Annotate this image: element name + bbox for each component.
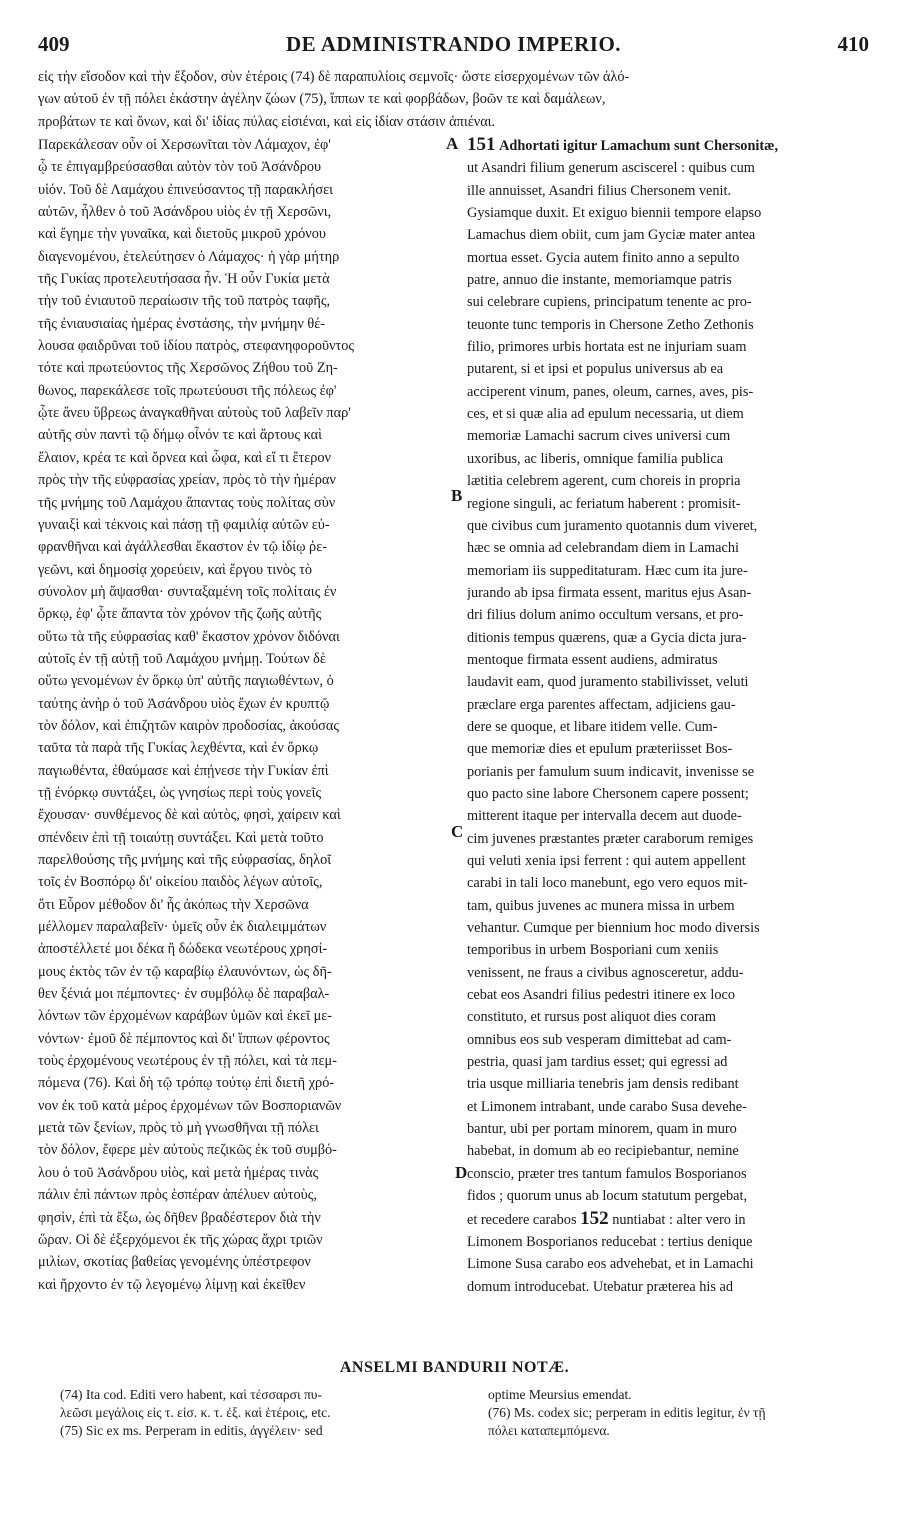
intro-line: προβάτων τε καὶ ὄνων, καὶ δι' ἰδίας πύλας εἰσιέναι, καὶ εἰς ἰδίαν στάσιν ἀπιέναι. [38, 113, 496, 130]
latin-line: cim juvenes præstantes præter caraborum remiges [467, 830, 754, 847]
latin-line [467, 134, 870, 157]
greek-line: τῆς ἐνιαυσιαίας ἡμέρας ἐνστάσης, τὴν μνήμην θέ- [38, 315, 326, 332]
margin-letter-a: A [446, 134, 459, 153]
latin-line: fidos ; quorum unus ab locum statutum pergebat, [467, 1188, 748, 1205]
latin-line: Gysiamque duxit. Et exiguo biennii tempore elapso [467, 205, 762, 222]
latin-line: venissent, ne fraus a civibus agnosceretur, addu- [467, 964, 744, 981]
greek-line: τὴν τοῦ ἐνιαυτοῦ περαίωσιν τῆς τοῦ πατρὸς ταφῆς, [38, 293, 331, 310]
greek-line: αὐτῆς σὺν παντὶ τῷ δήμῳ οἶνόν τε καὶ ἄρτους καὶ [38, 427, 322, 444]
page-number-right: 410 [837, 32, 869, 56]
latin-line: que civibus cum juramento quotannis dum viveret, [467, 517, 758, 534]
greek-line: φησὶν, ἐπὶ τὰ ἔξω, ὡς δῆθεν βραδέστερον διὰ τὴν [38, 1209, 321, 1226]
greek-line: ὥραν. Οἱ δὲ ἐξερχόμενοι ἐκ τῆς χώρας ἄχρι τριῶν [38, 1231, 323, 1248]
latin-line: præclare erga parentes affectam, adjiciens gau- [467, 696, 736, 713]
greek-line: θωνος, παρεκάλεσε τοῖς πρωτεύουσι τῆς πόλεως ἐφ' [38, 382, 337, 399]
greek-line: αὐτῶν, ἦλθεν ὁ τοῦ Ἀσάνδρου υἱὸς ἐν τῇ Χερσῶνι, [38, 204, 332, 221]
latin-line: laudavit eam, quod juramento stabilivisset, veluti [467, 674, 749, 691]
latin-line: patre, annuo die instante, memoriamque patris [467, 272, 732, 289]
greek-line: μετὰ τῶν ξενίων, πρὸς τὸ μὴ γνωσθῆναι τῇ πόλει [38, 1120, 319, 1137]
greek-line: μους ἐκτὸς τῶν ἐν τῷ καραβίῳ ἐλαυνόντων, ὡς δῆ- [38, 963, 332, 980]
latin-line: ut Asandri filium generum asciscerel : quibus cum [467, 160, 755, 177]
margin-letter-b: B [451, 486, 463, 505]
note-line: (76) Ms. codex sic; perperam in editis legitur, ἐν τῇ [488, 1405, 766, 1420]
greek-line: πάλιν ἐπὶ πάντων πρὸς ἑσπέραν ἀπέλυεν αὐτοὺς, [38, 1187, 317, 1204]
latin-line: regione singuli, ac feriatum haberent : promisit- [467, 495, 741, 512]
latin-line-text: et recedere carabos [467, 1211, 577, 1228]
latin-line: ille annuisset, Asandri filius Chersonem venit. [467, 182, 732, 199]
latin-line: mentoque firmata essent audiens, admiratus [467, 651, 718, 668]
greek-line: μιλίων, σκοτίας βαθείας γενομένης ὑπέστρεφον [38, 1254, 311, 1271]
latin-line: mortua esset. Gycia autem finito anno a sepulto [467, 249, 740, 266]
greek-line: διαγενομένου, ἐτελεύτησεν ὁ Λάμαχος· ἡ γὰρ μήτηρ [38, 248, 340, 265]
latin-line [467, 1208, 870, 1231]
note-line: (75) Sic ex ms. Perperam in editis, ἀγγέλειν· sed [60, 1423, 323, 1438]
greek-line: καὶ ἤρχοντο ἐν τῷ λεγομένῳ λίμνῃ καὶ ἐκεῖθεν [38, 1276, 306, 1293]
greek-line: τὸν δόλον, καὶ ἐπιζητῶν καιρὸν προδοσίας, ἀκούσας [38, 717, 340, 734]
notes-right [488, 1386, 873, 1440]
latin-line: temporibus in urbem Bosporiani cum xeniis [467, 942, 719, 959]
section-number-152: 152 [580, 1207, 609, 1229]
greek-line: ἔχουσαν· συνθέμενος δὲ καὶ αὐτὸς, φησὶ, χαίρειν καὶ [38, 807, 341, 824]
greek-line: τοὺς ἐρχομένους νεωτέρους ἐν τῇ πόλει, καὶ τὰ πεμ- [38, 1053, 337, 1070]
greek-line: τὸν δόλον, ἔφερε μὲν αὐτοὺς πεζικῶς ἐκ τοῦ συμβό- [38, 1142, 337, 1159]
greek-line: λουσα φαιδρῦναι τοῦ ἰδίου πατρὸς, στεφανηφοροῦντος [38, 338, 355, 355]
latin-line-text: Adhortati igitur Lamachum sunt Chersonitæ, [499, 138, 779, 154]
latin-line: tria usque milliaria tenebris jam densis redibant [467, 1076, 739, 1093]
greek-line: τῆς μνήμης τοῦ Λαμάχου ἅπαντας τοὺς πολίτας σὺν [38, 494, 336, 511]
latin-line: Limonem Bosporianos reducebat : tertius denique [467, 1233, 753, 1250]
latin-line: dri filius dolum animo occultum versans, et pro- [467, 607, 744, 624]
latin-line: quo pacto sine labore Chersonem capere possent; [467, 785, 749, 802]
greek-line: τῇ ἐνόρκῳ συντάξει, ὡς γνησίως περὶ τοὺς γονεῖς [38, 784, 322, 801]
note-line: optime Meursius emendat. [488, 1387, 632, 1402]
latin-line: domum introducebat. Utebatur præterea his ad [467, 1278, 734, 1295]
latin-line: que memoriæ dies et epulum præteriisset Bos- [467, 741, 733, 758]
latin-line: Lamachus diem obiit, cum jam Gyciæ mater antea [467, 227, 756, 244]
page-header [38, 32, 869, 62]
intro-line: γων αὐτοῦ ἐν τῇ πόλει ἑκάστην ἀγέλην ζώων (75), ἵππων τε καὶ φορβάδων, βοῶν τε καὶ δαμάλεων, [38, 91, 606, 108]
intro-line: εἰς τὴν εἴσοδον καὶ τὴν ἔξοδον, σὺν ἑτέροις (74) δὲ παραπυλίοις σεμνοῖς· ὥστε εἰσερχομένων τῶν ἀλό- [38, 69, 630, 85]
latin-line: jurando ab ipsa firmata essent, maritus ejus Asan- [467, 584, 752, 601]
greek-line: υἱόν. Τοῦ δὲ Λαμάχου ἐπινεύσαντος τῇ παρακλήσει [38, 181, 333, 198]
note-line: (74) Ita cod. Editi vero habent, καὶ τέσσαρσι πυ- [60, 1387, 322, 1402]
latin-line: Limone Susa carabo eos advehebat, et in Lamachi [467, 1256, 754, 1273]
latin-line: hæc se omnia ad celebrandam diem in Lamachi [467, 540, 739, 557]
latin-line: filio, primores urbis hortata est ne injuriam suam [467, 339, 747, 356]
greek-line: φρανθῆναι καὶ ἀγάλλεσθαι ἕκαστον ἐν τῷ ἰδίῳ ῥε- [38, 539, 327, 556]
note-line: πόλει καταπεμπόμενα. [488, 1423, 610, 1438]
greek-line: παρελθούσης τῆς μνήμης καὶ τῆς εὐφρασίας, δηλοῖ [38, 852, 332, 868]
notes-title: ANSELMI BANDURII NOTÆ. [339, 1359, 570, 1376]
greek-line: ὅρκῳ, ἐφ' ᾧτε ἅπαντα τὸν χρόνον τῆς ζωῆς αὐτῆς [38, 606, 322, 623]
latin-line: mitterent itaque per intervalla decem aut duode- [467, 808, 742, 825]
greek-line: τῆς Γυκίας προτελευτήσασα ἦν. Ἡ οὖν Γυκία μετὰ [38, 271, 330, 288]
section-number-151: 151 [467, 134, 496, 155]
greek-line: παγιωθέντα, ἐθαύμασε καὶ ἐπῄνεσε τὴν Γυκίαν ἐπὶ [38, 762, 329, 779]
running-title: DE ADMINISTRANDO IMPERIO. [285, 32, 622, 56]
latin-line: vehantur. Cumque per biennium hoc modo diversis [467, 920, 760, 937]
greek-line: ᾧτε ἄνευ ὕβρεως ἀναγκαθῆναι αὐτοὺς τοῦ λαβεῖν παρ' [38, 405, 351, 422]
greek-line: πόμενα (76). Καὶ δὴ τῷ τρόπῳ τούτῳ ἐπὶ διετῆ χρό- [38, 1075, 335, 1092]
greek-line: πρὸς τὴν τῆς εὐφρασίας χρείαν, πρὸς τὸ τὴν ἡμέραν [38, 472, 336, 489]
greek-line: ὅτι Εὗρον μέθοδον δι' ἧς ἀκόπως τὴν Χερσῶνα [38, 896, 309, 913]
latin-line: bantur, ubi per portam minorem, quam in muro [467, 1121, 737, 1138]
greek-line: γυναιξὶ καὶ τέκνοις καὶ πάσῃ τῇ φαμιλίᾳ αὐτῶν εὐ- [38, 516, 330, 533]
latin-line: teuonte tunc temporis in Chersone Zetho Zethonis [467, 316, 754, 333]
greek-line: τοῖς ἐν Βοσπόρῳ δι' οἰκείου παιδὸς λέγων αὐτοῖς, [38, 874, 323, 891]
latin-line: lætitia celebrem agerent, cum choreis in propria [467, 473, 741, 490]
latin-line: ditionis tempus quærens, quæ a Gycia dicta jura- [467, 629, 747, 646]
latin-line: ces, et si quæ alia ad epulum necessaria, ut diem [467, 406, 744, 423]
greek-line: μέλλομεν παραλαβεῖν· ὑμεῖς οὖν ἐκ διαλειμμάτων [38, 919, 327, 936]
latin-line: constituto, et rursus post aliquot dies coram [467, 1009, 716, 1026]
margin-letter-c: C [451, 822, 464, 841]
latin-line: omnibus eos sub vesperam dimittebat ad cam- [467, 1031, 732, 1048]
greek-line: ἀποστέλλετέ μοι δέκα ἢ δώδεκα νεωτέρους χρησί- [38, 941, 328, 958]
latin-line: putarent, si et ipsi et populus universus ab ea [467, 361, 724, 378]
latin-line: qui veluti xenia ipsi ferrent : qui autem appellent [467, 853, 746, 869]
latin-line: conscio, præter tres tantum famulos Bosporianos [467, 1165, 747, 1182]
greek-line: νόντων· ἐμοῦ δὲ πέμποντος καὶ δι' ἵππων φέροντος [38, 1030, 330, 1047]
latin-line: et Limonem intrabant, unde carabo Susa devehe- [467, 1098, 747, 1115]
greek-line: οὕτω τὰ τῆς εὐφρασίας καθ' ἕκαστον χρόνον διδόναι [38, 628, 340, 645]
notes-left [60, 1386, 460, 1440]
latin-line: pestria, quasi jam tardius esset; qui egressi ad [467, 1054, 728, 1071]
latin-line: acciperent vinum, panes, oleum, carnes, aves, pis- [467, 383, 754, 400]
greek-line: ταύτης ἀνὴρ ὁ τοῦ Ἀσάνδρου υἱὸς ἔχων ἐν κρυπτῷ [38, 695, 330, 712]
greek-line: ταῦτα τὰ παρὰ τῆς Γυκίας λεχθέντα, καὶ ἐν ὅρκῳ [38, 740, 319, 757]
greek-line: καὶ ἔγημε τὴν γυναῖκα, καὶ διετοῦς μικροῦ χρόνου [38, 226, 326, 243]
greek-column [38, 134, 459, 1296]
latin-line: dere se quoque, et libare itidem velle. Cum- [467, 718, 718, 735]
greek-line: αὐτοῖς ἐν τῇ αὐτῇ τοῦ Λαμάχου μνήμῃ. Τούτων δὲ [38, 650, 326, 667]
latin-line: uxoribus, ac liberis, omnique familia publica [467, 450, 724, 467]
greek-line: οὕτω γενομένων ἐν ὅρκῳ ὑπ' αὐτῆς παγιωθέντων, ὁ [38, 673, 334, 690]
greek-line: σύνολον μὴ ἅψασθαι· συνταξαμένη τοῖς πολίταις ἐν [38, 583, 337, 600]
latin-line: porianis per famulum suum indicavit, invenisse se [467, 763, 755, 780]
latin-line: carabi in tali loco manebunt, ego vero equos mit- [467, 875, 748, 892]
latin-line: memoriam iis suppeditaturam. Hæc cum ita jure- [467, 562, 748, 579]
latin-line-tail: nuntiabat : alter vero in [612, 1211, 746, 1228]
greek-line: ᾧ τε ἐπιγαμβρεύσασθαι αὐτὸν τὸν τοῦ Ἀσάνδρου [38, 159, 322, 176]
page-number-left: 409 [38, 32, 70, 56]
greek-line: γεῶνι, καὶ δημοσίᾳ χορεύειν, καὶ ἔργου τινὸς τὸ [38, 561, 313, 578]
latin-line: habebat, in domum ab eo recipiebantur, nemine [467, 1143, 739, 1160]
greek-line: λου ὁ τοῦ Ἀσάνδρου υἱὸς, καὶ μετὰ ἡμέρας τινὰς [38, 1164, 319, 1181]
greek-line: ἔλαιον, κρέα τε καὶ ὄρνεα καὶ ὦφα, καὶ εἴ τι ἕτερον [38, 449, 331, 466]
latin-line: sui celebrare cupiens, principatum tenente ac pro- [467, 294, 752, 311]
greek-line: λόντων τῶν ἐρχομένων καράβων ὑμῶν καὶ ἐκεῖ με- [38, 1008, 332, 1025]
latin-line: cebat eos Asandri filius pedestri itinere ex loco [467, 987, 735, 1004]
latin-line: memoriæ Lamachi sacrum cives universi cum [467, 428, 731, 445]
greek-line: νον ἐκ τοῦ κατὰ μέρος ἐρχομένων τῶν Βοσποριανῶν [38, 1097, 342, 1114]
latin-column [467, 134, 870, 1298]
intro-paragraph [38, 66, 869, 133]
margin-letter-d: D [455, 1163, 468, 1182]
latin-line: tam, quibus juvenes ac munera missa in urbem [467, 897, 735, 914]
greek-line: Παρεκάλεσαν οὖν οἱ Χερσωνῖται τὸν Λάμαχον, ἐφ' [38, 137, 331, 153]
greek-line: τότε καὶ πρωτεύοντος τῆς Χερσῶνος Ζήθου τοῦ Ζη- [38, 360, 338, 377]
greek-line: θεν ξένιά μοι πέμποντες· ἐν συμβόλῳ δὲ παραβαλ- [38, 986, 330, 1003]
greek-line: σπένδειν ἐπὶ τῇ τοιαύτῃ συντάξει. Καὶ μετὰ τοῦτο [38, 829, 324, 846]
note-line: λεῶσι μεγάλοις εἰς τ. εἰσ. κ. τ. ἐξ. καὶ ἑτέροις, etc. [60, 1405, 331, 1420]
